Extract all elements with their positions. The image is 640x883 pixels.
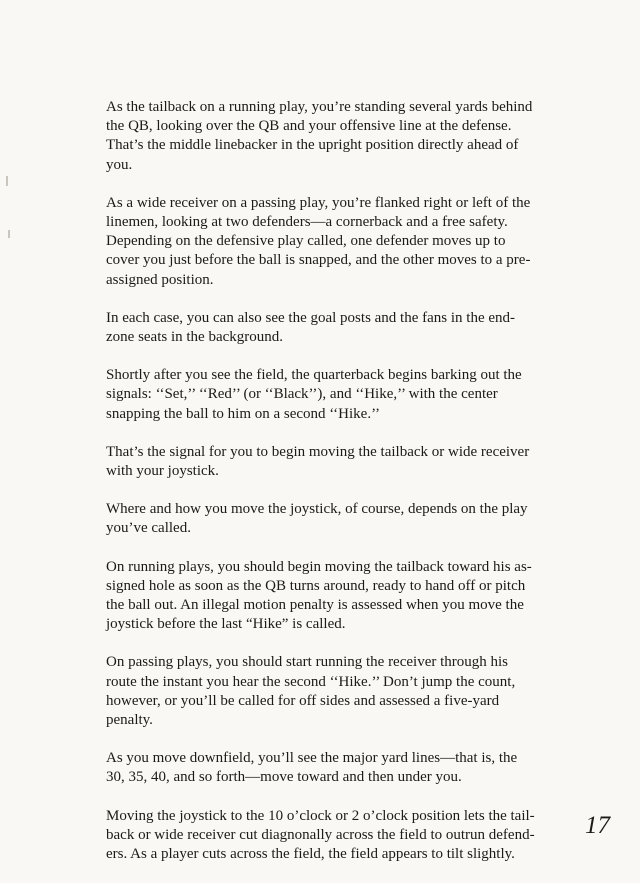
paragraph: [106, 443, 546, 481]
text-line: As a wide receiver on a passing play, you’re flanked right or left of the: [106, 194, 531, 211]
page-number: 17: [585, 812, 610, 839]
paragraph: [106, 98, 546, 175]
paragraph: [106, 366, 546, 424]
text-line: As you move downfield, you’ll see the major yard lines—that is, the: [106, 750, 518, 767]
text-line: you’ve called.: [106, 520, 191, 537]
margin-mark: [6, 176, 8, 186]
margin-mark: [8, 230, 10, 238]
text-line: zone seats in the background.: [106, 329, 284, 346]
text-line: That’s the middle linebacker in the upright position directly ahead of: [106, 137, 519, 154]
text-line: That’s the signal for you to begin moving the tailback or wide receiver: [106, 443, 530, 460]
paragraph: [106, 749, 546, 787]
text-line: route the instant you hear the second ‘‘Hike.’’ Don’t jump the count,: [106, 673, 516, 690]
text-line: As the tailback on a running play, you’re standing several yards behind: [106, 99, 533, 115]
text-line: the QB, looking over the QB and your offensive line at the defense.: [106, 118, 512, 135]
text-line: assigned position.: [106, 271, 214, 288]
text-line: Depending on the defensive play called, one defender moves up to: [106, 233, 506, 250]
text-line: linemen, looking at two defenders—a cornerback and a free safety.: [106, 214, 508, 231]
paragraph: [106, 558, 546, 635]
text-line: joystick before the last “Hike” is called.: [106, 616, 346, 633]
text-line: On passing plays, you should start running the receiver through his: [106, 654, 509, 671]
paragraph: [106, 500, 546, 538]
text-line: In each case, you can also see the goal posts and the fans in the end-: [106, 309, 516, 326]
text-line: however, or you’ll be called for off sides and assessed a five-yard: [106, 692, 500, 709]
text-line: On running plays, you should begin moving the tailback toward his as-: [106, 558, 532, 575]
text-line: Moving the joystick to the 10 o’clock or 2 o’clock position lets the tail-: [106, 807, 535, 824]
body-text: [106, 98, 546, 883]
text-line: signed hole as soon as the QB turns around, ready to hand off or pitch: [106, 577, 526, 594]
text-line: Shortly after you see the field, the quarterback begins barking out the: [106, 367, 522, 384]
text-line: snapping the ball to him on a second ‘‘Hike.’’: [106, 405, 380, 422]
text-line: with your joystick.: [106, 463, 219, 480]
text-line: 30, 35, 40, and so forth—move toward and then under you.: [106, 769, 462, 786]
text-line: the ball out. An illegal motion penalty is assessed when you move the: [106, 597, 524, 614]
text-line: penalty.: [106, 712, 153, 729]
paragraph: [106, 653, 546, 730]
text-line: signals: ‘‘Set,’’ ‘‘Red’’ (or ‘‘Black’’), and ‘‘Hike,’’ with the center: [106, 386, 498, 403]
text-line: ers. As a player cuts across the field, the field appears to tilt slightly.: [106, 846, 515, 863]
paragraph: [106, 194, 546, 290]
paragraph: [106, 309, 546, 347]
text-line: Where and how you move the joystick, of course, depends on the play: [106, 501, 528, 518]
paragraph: [106, 807, 546, 865]
text-line: cover you just before the ball is snapped, and the other moves to a pre-: [106, 252, 531, 269]
text-line: you.: [106, 156, 133, 173]
text-line: back or wide receiver cut diagnonally across the field to outrun defend-: [106, 826, 535, 843]
